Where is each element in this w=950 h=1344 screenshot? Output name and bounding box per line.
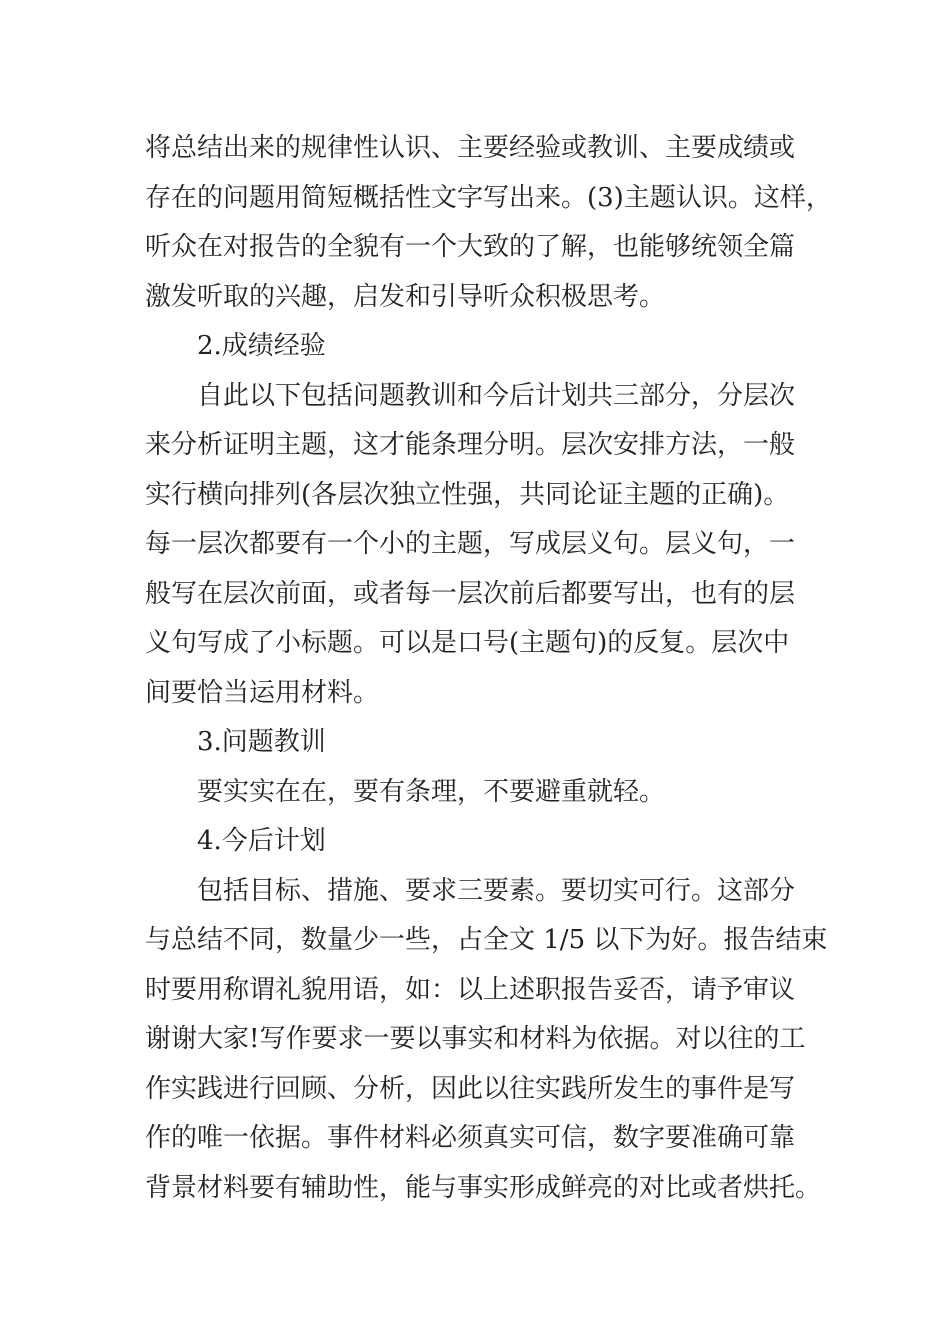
- text-line: 间要恰当运用材料。: [145, 677, 380, 708]
- text-line: 背景材料要有辅助性，能与事实形成鲜亮的对比或者烘托。: [145, 1172, 822, 1203]
- text-line: 听众在对报告的全貌有一个大致的了解，也能够统领全篇: [145, 232, 796, 262]
- text-line: 自此以下包括问题教训和今后计划共三部分，分层次: [197, 380, 796, 411]
- text-line: 存在的问题用简短概括性文字写出来。(3)主题认识。这样，: [145, 182, 832, 213]
- text-line: 与总结不同，数量少一些，占全文 1/5 以下为好。报告结束: [145, 925, 828, 955]
- text-line: 实行横向排列(各层次独立性强，共同论证主题的正确)。: [145, 479, 790, 510]
- text-line: 谢谢大家!写作要求一要以事实和材料为依据。对以往的工: [145, 1024, 806, 1054]
- section-heading-achievements: 2.成绩经验: [197, 331, 326, 361]
- text-line: 时要用称谓礼貌用语，如：以上述职报告妥否，请予审议: [145, 974, 796, 1005]
- document-body: [145, 124, 832, 1213]
- text-line: 义句写成了小标题。可以是口号(主题句)的反复。层次中: [145, 628, 790, 658]
- text-line: 作的唯一依据。事件材料必须真实可信，数字要准确可靠: [145, 1123, 796, 1153]
- section-heading-future-plan: 4.今后计划: [197, 826, 326, 856]
- text-line: 作实践进行回顾、分析，因此以往实践所发生的事件是写: [145, 1073, 796, 1104]
- text-line: 般写在层次前面，或者每一层次前后都要写出，也有的层: [145, 578, 796, 609]
- text-line: 每一层次都要有一个小的主题，写成层义句。层义句，一: [145, 529, 796, 559]
- section-heading-problems: 3.问题教训: [197, 727, 326, 757]
- text-line: 要实实在在，要有条理，不要避重就轻。: [197, 776, 666, 807]
- text-line: 来分析证明主题，这才能条理分明。层次安排方法，一般: [145, 430, 796, 460]
- text-line: 将总结出来的规律性认识、主要经验或教训、主要成绩或: [145, 133, 796, 163]
- text-line: 激发听取的兴趣，启发和引导听众积极思考。: [145, 281, 666, 312]
- text-line: 包括目标、措施、要求三要素。要切实可行。这部分: [197, 875, 796, 906]
